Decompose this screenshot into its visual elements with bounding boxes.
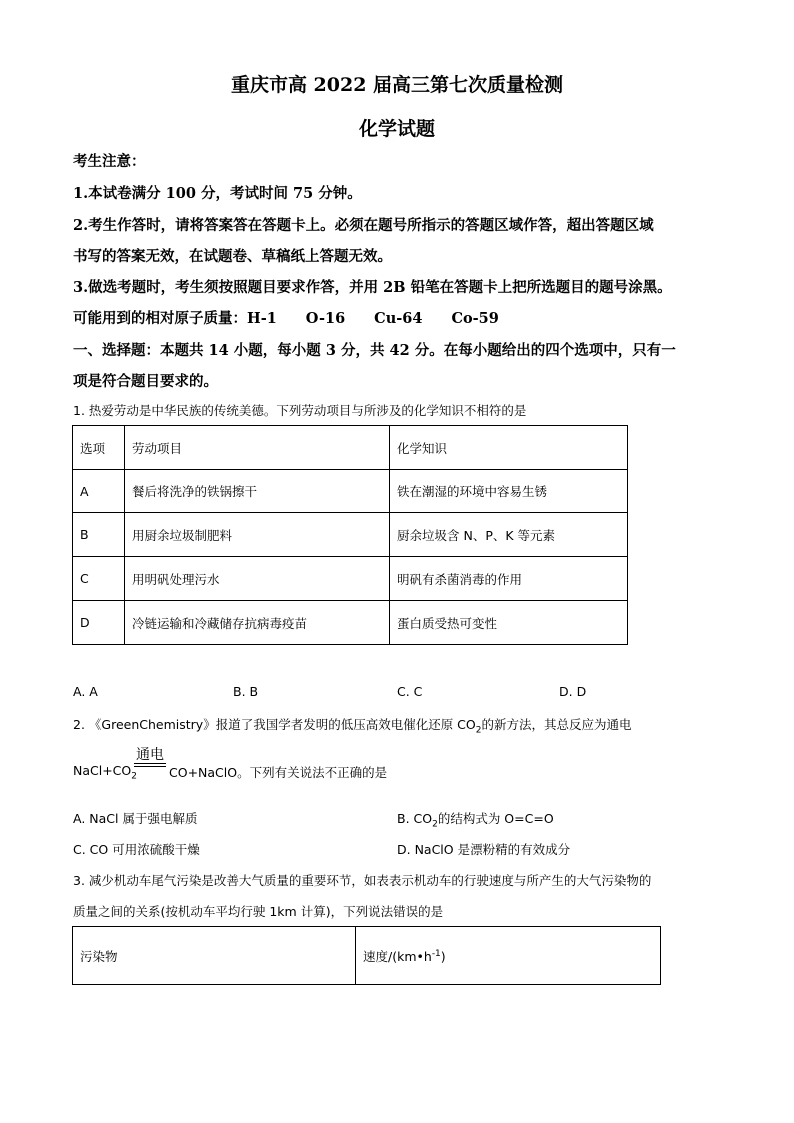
q1-option-d: D. D <box>559 684 587 699</box>
q3-col2-text-2: ) <box>440 948 446 964</box>
q2-option-b-sub: 2 <box>432 819 438 830</box>
q2-option-b-text: B. CO <box>397 811 433 826</box>
table-cell: A <box>73 470 125 513</box>
q2-option-b-text-2: 的结构式为 O=C=O <box>437 811 554 826</box>
table-header-cell <box>356 927 661 985</box>
q2-stem-tail: 。下列有关说法不正确的是 <box>237 765 388 780</box>
section-1-line-1: 一、选择题：本题共 14 小题，每小题 3 分，共 42 分。在每小题给出的四个选项中，只有一 <box>73 342 676 359</box>
q2-stem-sub: 2 <box>475 725 482 736</box>
atomic-masses: 可能用到的相对原子质量：H-1 O-16 Cu-64 Co-59 <box>73 310 499 327</box>
q1-stem: 1. 热爱劳动是中华民族的传统美德。下列劳动项目与所涉及的化学知识不相符的是 <box>73 403 527 418</box>
equation-right-text: CO+NaClO <box>169 765 238 780</box>
table-cell: 厨余垃圾含 N、P、K 等元素 <box>390 513 628 557</box>
q3-col2-sup: -1 <box>431 948 441 959</box>
equation-right <box>169 763 387 781</box>
table-header-cell: 化学知识 <box>390 426 628 470</box>
q2-stem-text-2: 的新方法，其总反应为通电 <box>481 717 632 732</box>
q3-table <box>72 926 661 985</box>
q1-option-a: A. A <box>73 684 98 699</box>
q1-option-c: C. C <box>397 684 423 699</box>
equation-left-sub: 2 <box>131 771 137 782</box>
section-1-line-2: 项是符合题目要求的。 <box>73 373 218 390</box>
equation-double-bar-top <box>134 763 166 764</box>
equation-double-bar-bottom <box>134 766 166 767</box>
q2-stem <box>73 715 632 736</box>
table-cell: B <box>73 513 125 557</box>
table-cell: D <box>73 601 125 645</box>
q2-option-d: D. NaClO 是漂粉精的有效成分 <box>397 842 571 857</box>
table-row <box>73 601 628 645</box>
table-row <box>73 513 628 557</box>
table-cell: 用明矾处理污水 <box>125 557 390 601</box>
note-3: 3.做选考题时，考生须按照题目要求作答，并用 2B 铅笔在答题卡上把所选题目的题号涂黑。 <box>73 279 672 296</box>
q2-option-c: C. CO 可用浓硫酸干燥 <box>73 842 200 857</box>
q2-stem-text: 2. 《GreenChemistry》报道了我国学者发明的低压高效电催化还原 CO <box>73 717 476 732</box>
equation-condition: 通电 <box>136 747 164 763</box>
q3-col2-text: 速度/(km•h <box>363 948 432 964</box>
q3-stem-1: 3. 减少机动车尾气污染是改善大气质量的重要环节，如表表示机动车的行驶速度与所产生的大气污染物的 <box>73 873 652 888</box>
table-cell: C <box>73 557 125 601</box>
q2-option-b <box>397 809 554 830</box>
note-2a: 2.考生作答时，请将答案答在答题卡上。必须在题号所指示的答题区域作答，超出答题区域 <box>73 217 654 234</box>
exam-title: 重庆市高 2022 届高三第七次质量检测 <box>230 74 564 96</box>
q3-stem-2: 质量之间的关系(按机动车平均行驶 1km 计算)，下列说法错误的是 <box>73 904 444 919</box>
table-header-cell: 选项 <box>73 426 125 470</box>
table-cell: 餐后将洗净的铁锅擦干 <box>125 470 390 513</box>
notes-heading: 考生注意： <box>73 153 146 170</box>
equation-left-text: NaCl+CO <box>73 763 132 778</box>
table-header-row <box>73 426 628 470</box>
note-1: 1.本试卷满分 100 分，考试时间 75 分钟。 <box>73 185 362 202</box>
table-header-cell: 劳动项目 <box>125 426 390 470</box>
table-cell: 明矾有杀菌消毒的作用 <box>390 557 628 601</box>
equation-left <box>73 763 137 782</box>
table-row <box>73 557 628 601</box>
note-2b: 书写的答案无效，在试题卷、草稿纸上答题无效。 <box>73 248 392 265</box>
table-cell: 用厨余垃圾制肥料 <box>125 513 390 557</box>
q1-option-b: B. B <box>233 684 259 699</box>
table-header-cell: 污染物 <box>73 927 356 985</box>
table-header-row <box>73 927 661 985</box>
exam-subtitle: 化学试题 <box>358 118 435 140</box>
table-cell: 蛋白质受热可变性 <box>390 601 628 645</box>
q1-table <box>72 425 628 645</box>
table-cell: 铁在潮湿的环境中容易生锈 <box>390 470 628 513</box>
q2-option-a: A. NaCl 属于强电解质 <box>73 811 198 826</box>
table-cell: 冷链运输和冷藏储存抗病毒疫苗 <box>125 601 390 645</box>
table-row <box>73 470 628 513</box>
